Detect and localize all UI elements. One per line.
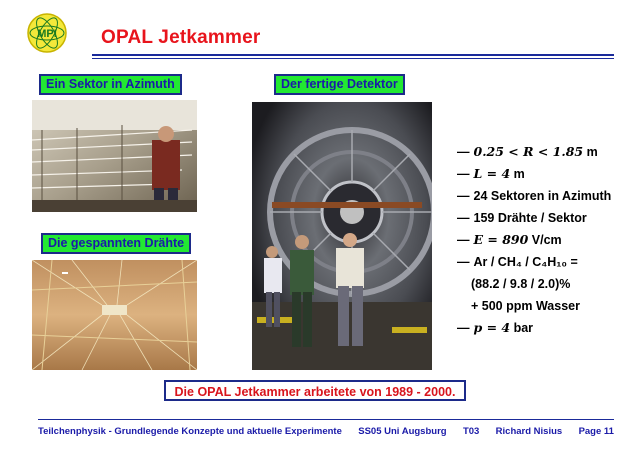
caption-detector: Der fertige Detektor [274, 74, 405, 95]
list-item: — 159 Drähte / Sektor [457, 211, 587, 225]
footer-page: Page 11 [578, 426, 614, 437]
list-item: — E = 890 V/cm [457, 232, 562, 247]
footer-term: SS05 Uni Augsburg [358, 426, 447, 437]
operation-note: Die OPAL Jetkammer arbeitete von 1989 - 2000. [164, 380, 466, 401]
mpi-logo [26, 12, 68, 54]
list-item: — 0.25 < R < 1.85 m [457, 144, 598, 159]
list-item: + 500 ppm Wasser [471, 299, 580, 313]
list-item: — Ar / CH₄ / C₄H₁₀ = [457, 255, 578, 269]
footer-section: T03 [462, 426, 480, 437]
footer-course: Teilchenphysik - Grundlegende Konzepte und aktuelle Experimente [38, 426, 342, 437]
page-title: OPAL Jetkammer [101, 27, 261, 48]
photo-detector [252, 102, 432, 370]
caption-sector: Ein Sektor in Azimuth [39, 74, 182, 95]
footer [38, 426, 614, 437]
header-rule-thin [92, 58, 614, 59]
list-item: (88.2 / 9.8 / 2.0)% [471, 277, 571, 291]
photo-wires [32, 260, 197, 370]
footer-rule [38, 419, 614, 420]
footer-author: Richard Nisius [495, 426, 563, 437]
logo-text: MPI [37, 28, 57, 40]
caption-wires: Die gespannten Drähte [41, 233, 191, 254]
list-item: — 24 Sektoren in Azimuth [457, 189, 612, 203]
list-item: — L = 4 m [457, 166, 525, 181]
list-item: — p = 4 bar [457, 320, 534, 335]
header-rule [92, 54, 614, 56]
photo-sector [32, 100, 197, 212]
